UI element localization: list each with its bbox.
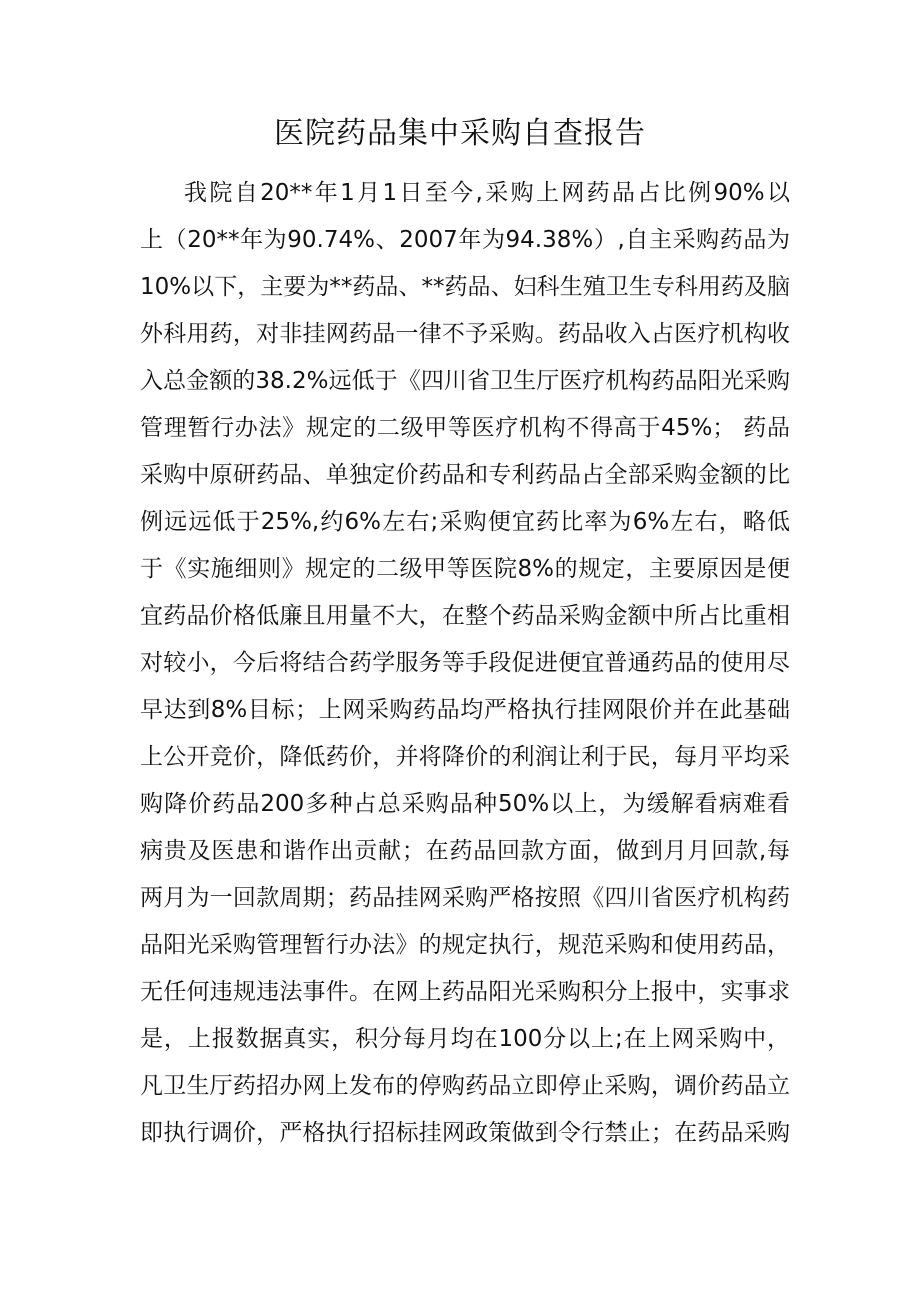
body-line: 管理暂行办法》规定的二级甲等医疗机构不得高于45%； 药品 bbox=[140, 415, 790, 441]
body-line: 即执行调价，严格执行招标挂网政策做到令行禁止；在药品采购 bbox=[140, 1120, 790, 1146]
body-line: 购降价药品200多种占总采购品种50%以上，为缓解看病难看 bbox=[140, 791, 790, 817]
body-line: 对较小，今后将结合药学服务等手段促进便宜普通药品的使用尽 bbox=[140, 650, 790, 676]
body-line: 早达到8%目标；上网采购药品均严格执行挂网限价并在此基础 bbox=[140, 697, 790, 723]
document-body bbox=[140, 170, 790, 1157]
body-line: 于《实施细则》规定的二级甲等医院8%的规定，主要原因是便 bbox=[140, 556, 790, 582]
body-line: 上（20**年为90.74%、2007年为94.38%）,自主采购药品为 bbox=[140, 227, 790, 253]
body-line: 病贵及医患和谐作出贡献；在药品回款方面，做到月月回款,每 bbox=[140, 838, 790, 864]
body-line: 外科用药，对非挂网药品一律不予采购。药品收入占医疗机构收 bbox=[140, 321, 790, 347]
document-title: 医院药品集中采购自查报告 bbox=[274, 116, 646, 151]
body-line: 无任何违规违法事件。在网上药品阳光采购积分上报中，实事求 bbox=[140, 979, 790, 1005]
body-line: 宜药品价格低廉且用量不大，在整个药品采购金额中所占比重相 bbox=[140, 603, 790, 629]
body-line: 品阳光采购管理暂行办法》的规定执行，规范采购和使用药品， bbox=[140, 932, 790, 958]
body-line: 是，上报数据真实，积分每月均在100分以上;在上网采购中， bbox=[140, 1026, 790, 1052]
body-line: 凡卫生厅药招办网上发布的停购药品立即停止采购，调价药品立 bbox=[140, 1073, 790, 1099]
body-line: 采购中原研药品、单独定价药品和专利药品占全部采购金额的比 bbox=[140, 462, 790, 488]
body-line: 10%以下，主要为**药品、**药品、妇科生殖卫生专科用药及脑 bbox=[140, 274, 790, 300]
body-line: 两月为一回款周期；药品挂网采购严格按照《四川省医疗机构药 bbox=[140, 885, 790, 911]
body-line: 例远远低于25%,约6%左右;采购便宜药比率为6%左右，略低 bbox=[140, 509, 790, 535]
body-line: 入总金额的38.2%远低于《四川省卫生厅医疗机构药品阳光采购 bbox=[140, 368, 790, 394]
body-line: 上公开竞价，降低药价，并将降价的利润让利于民，每月平均采 bbox=[140, 744, 790, 770]
body-line: 我院自20**年1月1日至今,采购上网药品占比例90%以 bbox=[184, 180, 790, 206]
